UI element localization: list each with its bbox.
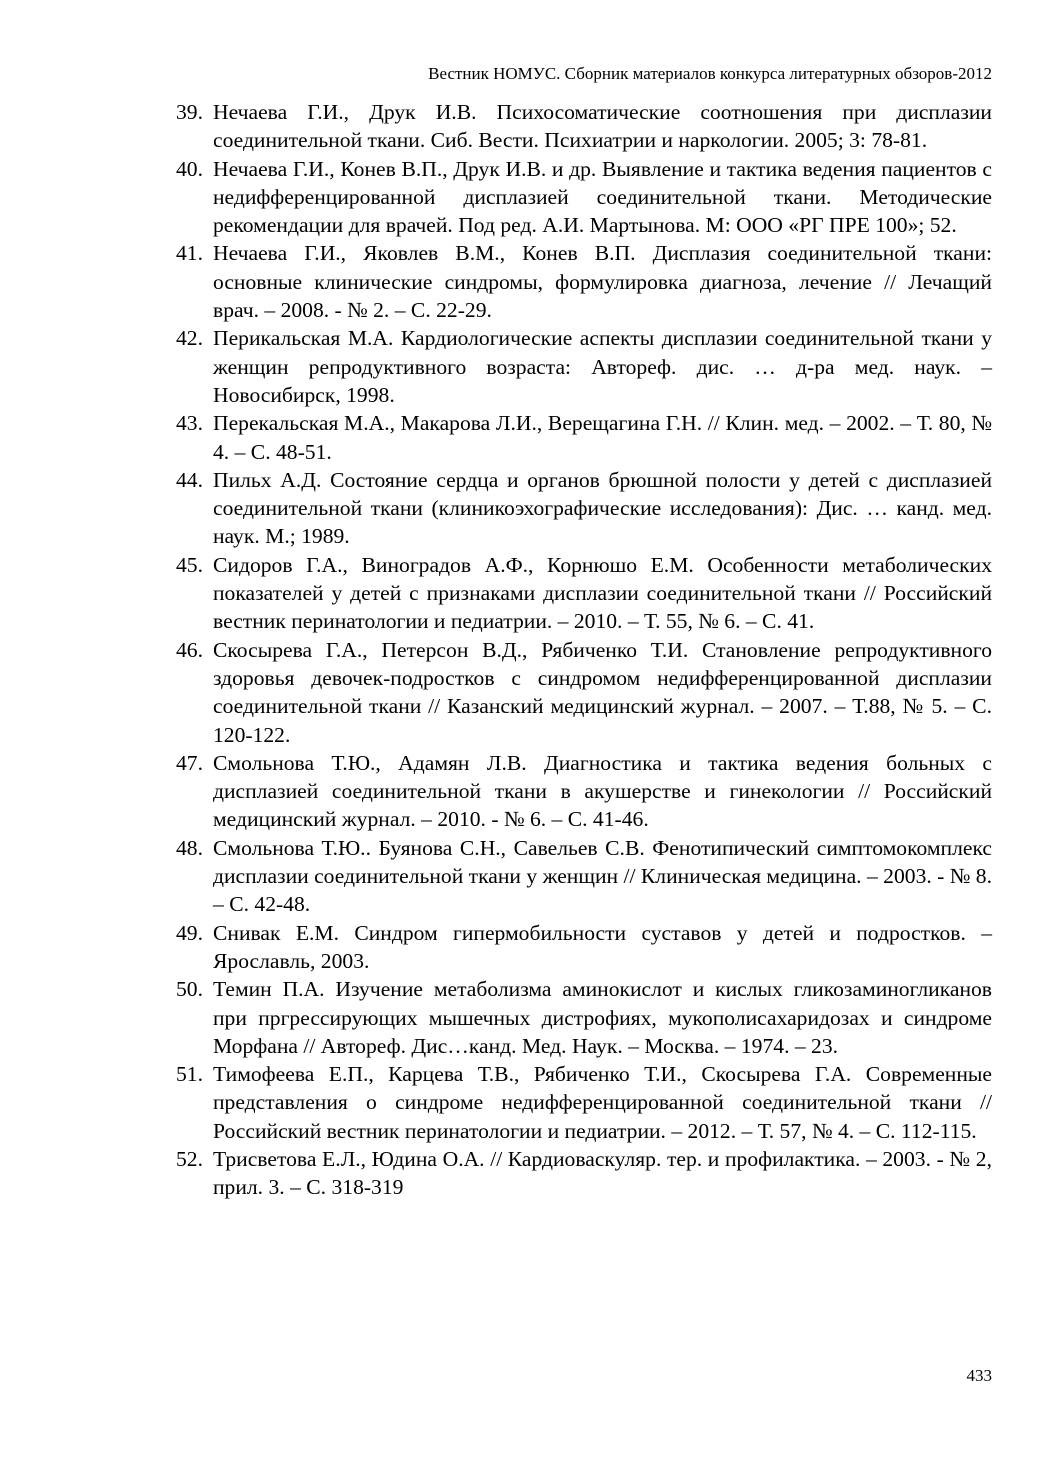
reference-item	[176, 155, 992, 240]
reference-item	[176, 239, 992, 324]
reference-item	[176, 975, 992, 1060]
reference-number: 42.	[176, 326, 203, 351]
page-number: 433	[966, 1366, 992, 1385]
reference-item	[176, 98, 992, 155]
reference-text: Скосырева Г.А., Петерсон В.Д., Рябиченко Т.И. Становление репродуктивного здоровья девочек-подростков с синдромом недифференцированной дисплазии соединительной ткани // Казанский медицинский журнал. – 2007. – Т.88, № 5. – С. 120-122.	[213, 637, 992, 747]
reference-item	[176, 324, 992, 409]
reference-number: 40.	[176, 156, 203, 181]
reference-text: Нечаева Г.И., Конев В.П., Друк И.В. и др. Выявление и тактика ведения пациентов с недифференцированной дисплазией соединительной ткани. Методические рекомендации для врачей. Под ред. А.И. Мартынова. М: ООО «РГ ПРЕ 100»; 52.	[213, 156, 992, 238]
reference-number: 41.	[176, 241, 203, 266]
reference-text: Смольнова Т.Ю.. Буянова С.Н., Савельев С.В. Фенотипический симптомокомплекс дисплазии соединительной ткани у женщин // Клиническая медицина. – 2003. - № 8. – С. 42-48.	[213, 835, 992, 917]
reference-text: Тимофеева Е.П., Карцева Т.В., Рябиченко Т.И., Скосырева Г.А. Современные представления о синдроме недифференцированной соединительной ткани // Российский вестник перинатологии и педиатрии. – 2012. – Т. 57, № 4. – С. 112-115.	[213, 1062, 992, 1143]
reference-text: Перикальская М.А. Кардиологические аспекты дисплазии соединительной ткани у женщин репродуктивного возраста: Автореф. дис. … д-ра мед. наук. – Новосибирск, 1998.	[213, 326, 992, 407]
reference-text: Трисветова Е.Л., Юдина О.А. // Кардиоваскуляр. тер. и профилактика. – 2003. - № 2, прил. 3. – С. 318-319	[213, 1146, 992, 1200]
reference-number: 49.	[176, 920, 203, 945]
reference-number: 46.	[176, 637, 203, 662]
reference-item	[176, 749, 992, 834]
reference-item	[176, 834, 992, 919]
reference-text: Снивак Е.М. Синдром гипермобильности суставов у детей и подростков. – Ярославль, 2003.	[213, 920, 992, 973]
reference-item	[176, 409, 992, 466]
reference-number: 52.	[176, 1146, 203, 1171]
reference-item	[176, 919, 992, 976]
reference-text: Нечаева Г.И., Друк И.В. Психосоматические соотношения при дисплазии соединительной ткани. Сиб. Вести. Психиатрии и наркологии. 2005; 3: 78-81.	[213, 100, 992, 153]
reference-text: Перекальская М.А., Макарова Л.И., Верещагина Г.Н. // Клин. мед. – 2002. – Т. 80, № 4. – С. 48-51.	[213, 411, 992, 464]
reference-list	[176, 98, 992, 1202]
running-header: Вестник НОМУС. Сборник материалов конкурса литературных обзоров-2012	[428, 64, 992, 83]
reference-number: 39.	[176, 100, 203, 124]
reference-item	[176, 636, 992, 749]
reference-number: 44.	[176, 467, 203, 492]
reference-text: Темин П.А. Изучение метаболизма аминокислот и кислых гликозаминогликанов при пргрессирующих мышечных дистрофиях, мукополисахаридозах и синдроме Морфана // Автореф. Дис…канд. Мед. Наук. – Москва. – 1974. – 23.	[213, 977, 992, 1058]
reference-number: 50.	[176, 977, 203, 1002]
reference-number: 47.	[176, 750, 203, 775]
reference-item	[176, 551, 992, 636]
reference-item	[176, 1145, 992, 1202]
reference-number: 48.	[176, 835, 203, 860]
reference-number: 43.	[176, 411, 203, 436]
reference-text: Сидоров Г.А., Виноградов А.Ф., Корнюшо Е.М. Особенности метаболических показателей у детей с признаками дисплазии соединительной ткани // Российский вестник перинатологии и педиатрии. – 2010. – Т. 55, № 6. – С. 41.	[213, 552, 992, 634]
reference-number: 51.	[176, 1062, 203, 1087]
reference-text: Пильх А.Д. Состояние сердца и органов брюшной полости у детей с дисплазией соединительной ткани (клиникоэхографические исследования): Дис. … канд. мед. наук. М.; 1989.	[213, 467, 992, 549]
reference-number: 45.	[176, 552, 203, 577]
reference-text: Смольнова Т.Ю., Адамян Л.В. Диагностика и тактика ведения больных с дисплазией соединительной ткани в акушерстве и гинекологии // Российский медицинский журнал. – 2010. - № 6. – С. 41-46.	[213, 750, 992, 832]
reference-item	[176, 466, 992, 551]
reference-text: Нечаева Г.И., Яковлев В.М., Конев В.П. Дисплазия соединительной ткани: основные клинические синдромы, формулировка диагноза, лечение // Лечащий врач. – 2008. - № 2. – С. 22-29.	[213, 241, 992, 323]
reference-item	[176, 1060, 992, 1145]
